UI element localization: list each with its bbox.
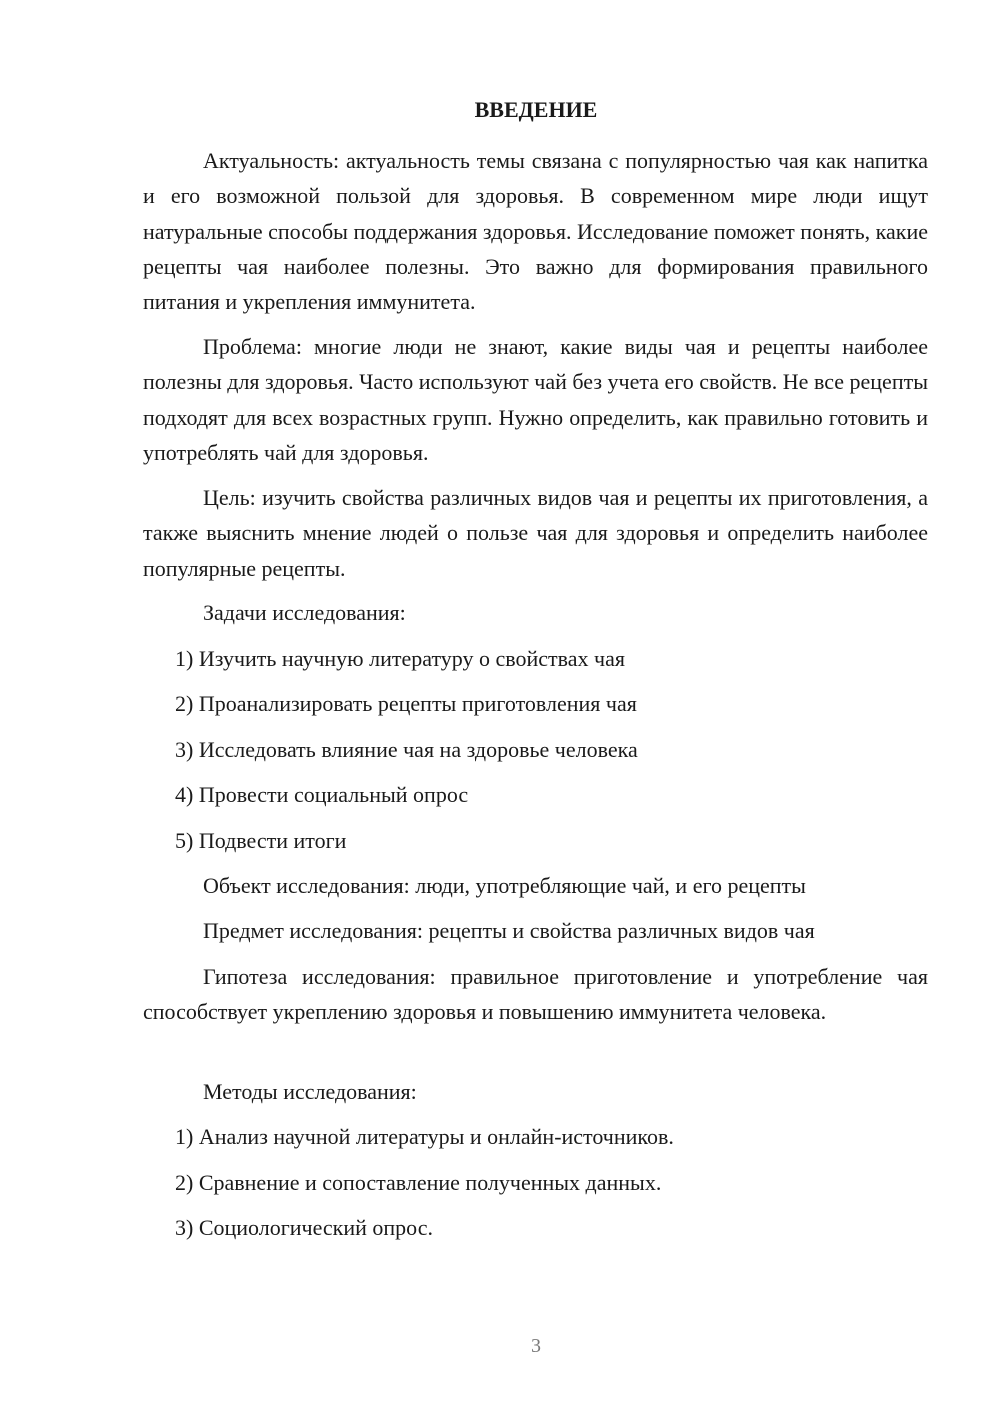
task-item-4: 4) Провести социальный опрос [175,782,469,807]
page-title: ВВЕДЕНИЕ [474,97,598,122]
relevance-paragraph: Актуальность: актуальность темы связана с популярностью чая как напитка и его возможной пользой для здоровья. В современном мире люди ищут натуральные способы поддержания здоровья. Исследование поможет понять, какие рецепты чая наиболее полезны. Это важно для формирования правильного питания и укрепления иммунитета. [143,148,928,315]
problem-paragraph: Проблема: многие люди не знают, какие виды чая и рецепты наиболее полезны для здоровья. Часто используют чай без учета его свойств. Не все рецепты подходят для всех возрастных групп. Нужно определить, как правильно готовить и употреблять чай для здоровья. [143,334,928,465]
task-item-3: 3) Исследовать влияние чая на здоровье человека [175,737,638,762]
page-number: 3 [531,1335,541,1357]
task-item-2: 2) Проанализировать рецепты приготовления чая [175,691,637,716]
task-item-5: 5) Подвести итоги [175,828,347,853]
method-item-3: 3) Социологический опрос. [175,1215,433,1240]
research-subject: Предмет исследования: рецепты и свойства различных видов чая [203,918,815,943]
methods-heading: Методы исследования: [203,1079,417,1104]
method-item-2: 2) Сравнение и сопоставление полученных данных. [175,1170,662,1195]
method-item-1: 1) Анализ научной литературы и онлайн-источников. [175,1124,674,1149]
hypothesis-paragraph: Гипотеза исследования: правильное приготовление и употребление чая способствует укреплению здоровья и повышению иммунитета человека. [143,964,928,1025]
tasks-heading: Задачи исследования: [203,600,406,625]
task-item-1: 1) Изучить научную литературу о свойствах чая [175,646,625,671]
research-object: Объект исследования: люди, употребляющие чай, и его рецепты [203,873,806,898]
goal-paragraph: Цель: изучить свойства различных видов чая и рецепты их приготовления, а также выяснить мнение людей о пользе чая для здоровья и определить наиболее популярные рецепты. [143,485,928,581]
